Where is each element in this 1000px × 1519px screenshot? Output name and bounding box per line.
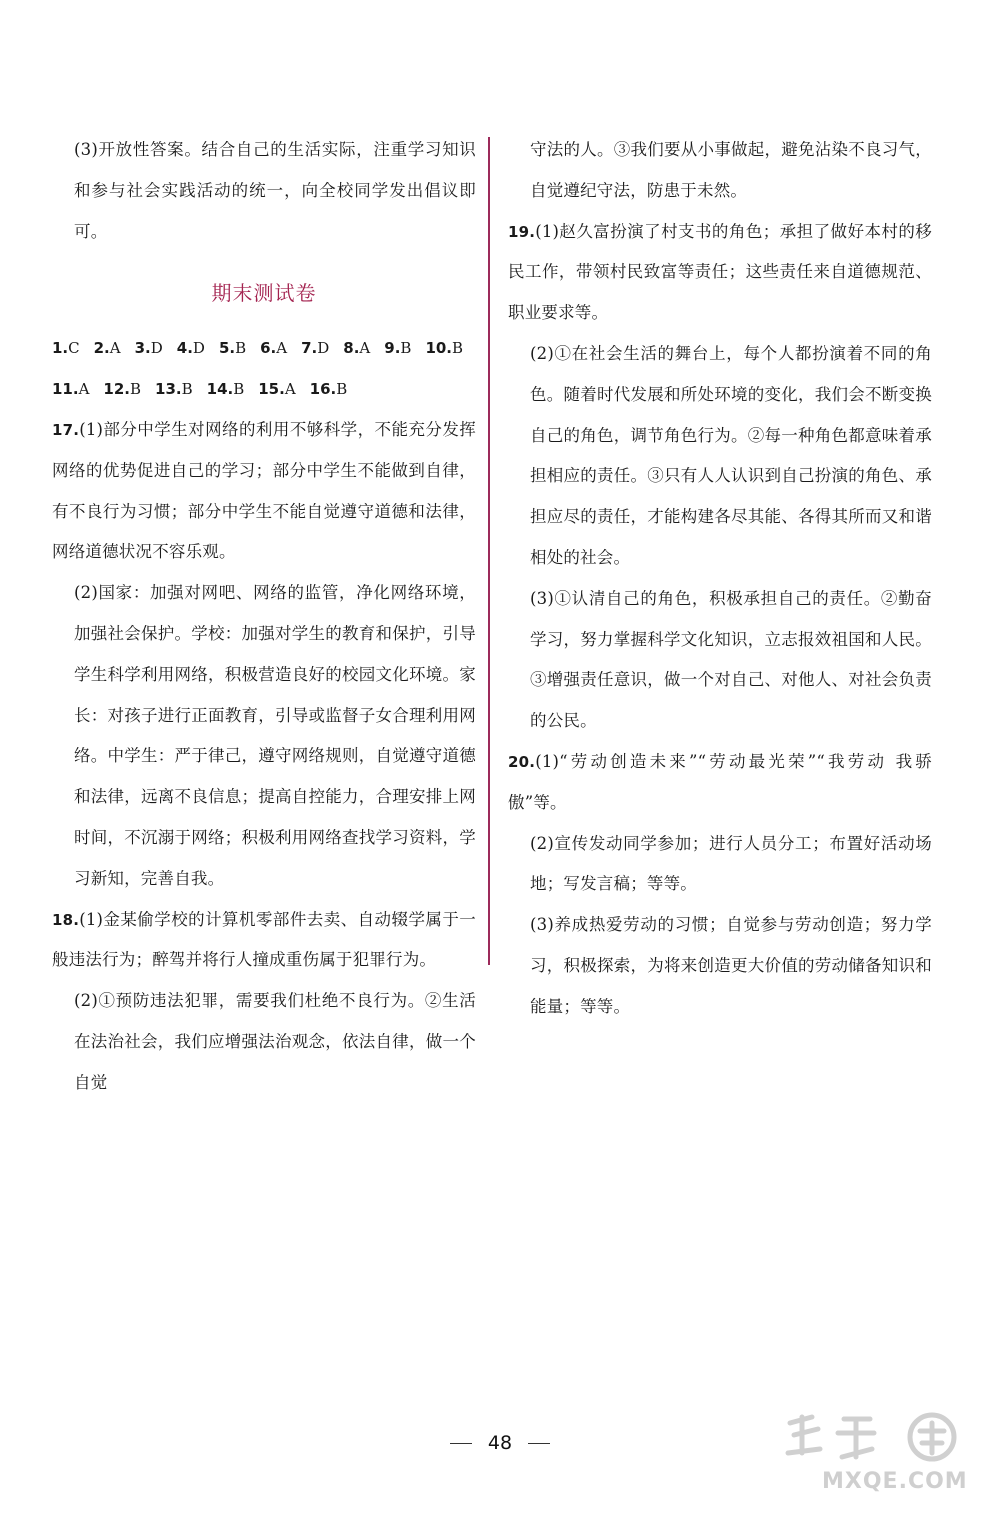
mcq-letter: A [109,339,121,358]
watermark-text: MXQE.COM [822,1469,968,1494]
mcq-number: 3. [134,339,151,358]
q17-part2: (2)国家：加强对网吧、网络的监管，净化网络环境，加强社会保护。学校：加强对学生的教育和保护，引导学生科学利用网络，积极营造良好的校园文化环境。家长：对孩子进行正面教育，引导或监督子女合理利用网络。中学生：严于律己，遵守网络规则，自觉遵守道德和法律，远离不良信息；提高自控能力，合理安排上网时间，不沉溺于网络；积极利用网络查找学习资料，学习新知，完善自我。 [74,583,476,888]
question-number: 20. [508,752,536,771]
mcq-letter: B [452,339,464,358]
column-divider [488,137,490,965]
mcq-number: 1. [52,339,69,358]
left-column [52,130,476,1104]
dash-right [528,1443,550,1445]
q18-part1 [52,900,476,982]
mcq-answer [94,328,121,369]
mcq-number: 4. [176,339,193,358]
dash-left [450,1443,472,1445]
mcq-row-1 [52,328,476,369]
mcq-answer [301,328,329,369]
mcq-letter: A [284,380,296,399]
mcq-letter: B [233,380,245,399]
mcq-letter: A [276,339,288,358]
mcq-number: 7. [301,339,318,358]
mcq-number: 5. [218,339,236,358]
mcq-answer [52,369,89,410]
mcq-answer [135,328,163,369]
q18-continued: 守法的人。③我们要从小事做起，避免沾染不良习气，自觉遵纪守法，防患于未然。 [530,140,932,200]
mcq-number: 2. [93,339,110,358]
q19-part1 [508,212,932,334]
mcq-letter: D [150,339,163,358]
mcq-answer [384,328,411,369]
mcq-answer [52,328,80,369]
question-number: 18. [52,910,80,929]
mcq-letter: D [317,339,330,358]
mcq-number: 15. [258,380,285,399]
question-number: 17. [52,420,80,439]
mcq-letter: A [78,380,90,399]
mcq-answer [343,328,370,369]
page-number-text: 48 [487,1432,513,1454]
mcq-answer [258,369,295,410]
mcq-number: 9. [384,339,401,358]
mcq-number: 16. [309,380,337,399]
q19-part2: (2)①在社会生活的舞台上，每个人都扮演着不同的角色。随着时代发展和所处环境的变化，我们会不断变换自己的角色，调节角色行为。②每一种角色都意味着承担相应的责任。③只有人人认识到自己扮演的角色、承担应尽的责任，才能构建各尽其能、各得其所而又和谐相处的社会。 [530,343,932,567]
mcq-letter: B [400,339,412,358]
q18-part1-text: (1)金某偷学校的计算机零部件去卖、自动辍学属于一般违法行为；醉驾并将行人撞成重伤属于犯罪行为。 [52,909,476,970]
watermark [782,1409,978,1499]
mcq-letter: B [130,380,142,399]
q16-part3: (3)开放性答案。结合自己的生活实际，注重学习知识和参与社会实践活动的统一，向全校同学发出倡议即可。 [74,140,476,241]
answer-circle-logo-icon [782,1409,978,1463]
mcq-answer [425,328,463,369]
mcq-number: 10. [425,339,453,358]
q20-part2: (2)宣传发动同学参加；进行人员分工；布置好活动场地；写发言稿；等等。 [530,833,932,894]
mcq-answer [260,328,287,369]
mcq-answer [103,369,141,410]
mcq-row-2 [52,369,476,410]
mcq-letter: B [336,380,348,399]
mcq-letter: D [192,339,205,358]
mcq-letter: C [68,339,80,358]
mcq-answer [177,328,205,369]
q19-part1-text: (1)赵久富扮演了村支书的角色；承担了做好本村的移民工作，带领村民致富等责任；这些责任来自道德规范、职业要求等。 [508,221,932,323]
mcq-number: 11. [52,380,79,399]
q18-part2: (2)①预防违法犯罪，需要我们杜绝不良行为。②生活在法治社会，我们应增强法治观念，依法自律，做一个自觉 [74,991,476,1092]
question-number: 19. [508,222,536,241]
mcq-answer [219,328,246,369]
mcq-answer [310,369,348,410]
section-title: 期末测试卷 [211,281,317,306]
mcq-letter: A [359,339,371,358]
q20-part1-text: (1)“劳动创造未来”“劳动最光荣”“我劳动 我骄傲”等。 [508,751,932,812]
mcq-number: 6. [260,339,277,358]
mcq-number: 13. [155,380,182,399]
q19-part3: (3)①认清自己的角色，积极承担自己的责任。②勤奋学习，努力掌握科学文化知识，立志报效祖国和人民。③增强责任意识，做一个对自己、对他人、对社会负责的公民。 [530,588,932,731]
mcq-number: 14. [206,380,234,399]
mcq-letter: B [235,339,247,358]
q20-part1 [508,742,932,824]
mcq-letter: B [181,380,193,399]
mcq-answer [207,369,245,410]
q17-part1-text: (1)部分中学生对网络的利用不够科学，不能充分发挥网络的优势促进自己的学习；部分中学生不能做到自律，有不良行为习惯；部分中学生不能自觉遵守道德和法律，网络道德状况不容乐观。 [52,419,476,562]
q17-part1 [52,410,476,573]
right-column [508,130,932,1028]
mcq-number: 8. [343,339,360,358]
mcq-number: 12. [103,380,130,399]
q20-part3: (3)养成热爱劳动的习惯；自觉参与劳动创造；努力学习，积极探索，为将来创造更大价值的劳动储备知识和能量；等等。 [530,915,932,1016]
mcq-answer [155,369,193,410]
